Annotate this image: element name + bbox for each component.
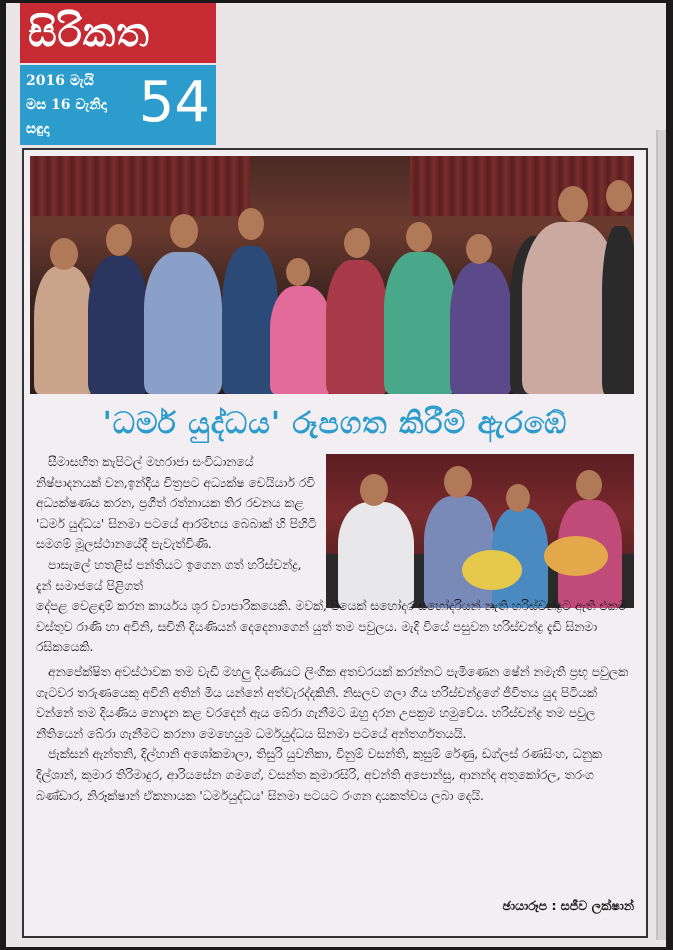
photo-person (450, 262, 512, 394)
article-paragraph: පාසැලේ හතළිස් පන්තියට ඉගෙන ගත් හරිස්චන්ද්‍ර, දැන් සමාජයේ පිළිගත් (36, 557, 302, 593)
issue-date-year-month: 2016 මැයි (26, 73, 94, 89)
photo-person (326, 260, 388, 394)
photo-credit: ඡායාරූප : සජීව ලක්ෂාන් (502, 898, 634, 913)
article-paragraph: අනපේක්ෂිත අවස්ථාවක තම වැඩි මහලු දියණියට ලිංගික අතවරයක් කරන්නට පැමිණෙන ෂේන් නමැති ප්‍රභූ පවුලක ගැටවර තරුණයෙකු අවිනි අතින් මිය යන්නේ අත්වැරද්දකිනි. නිසලව ගලා ගිය හරිස්චන්ද්‍රගේ ජීවිතය යුද පිටියක් වන්නේ තම දියණිය නොදැන කළ වරදෙන් ඇය බේරා ගැනීමට ඔහු දරන උපක්‍රම හමුවේය. හරිස්චන්ද්‍ර තම පවුල නීතියෙන් බේරා ගැනීමට කරනා මෙහෙයුම ධර්මයුද්ධය සිනමා පටයේ අන්තර්ගතයයි. (36, 664, 629, 741)
page-edge (656, 130, 666, 940)
photo-person-head (170, 214, 198, 248)
article-paragraph: සීමාසහිත කැපිටල් මහරාජා සංවිධානයේ නිෂ්පාදනයක් වන,ඉන්දීය චිත්‍රපට අධ්‍යක්ෂ චෙයියාර් රවි අධ්‍යක්ෂණය කරන, ප්‍රගීත් රත්නායක තිර රචනය කළ 'ධර්ම යුද්ධය' සිනමා පටයේ ආරම්භය බෙබාක් හි පිහිටි සමගම් මූලස්ථානයේදී පැවැත්විණි. (36, 455, 317, 552)
article-paragraph: ජැක්සන් ඇන්තනි, දිල්හානි අශෝකමාලා, තිසුරි යුවනිකා, විනුම් වසන්ති, කුසුම් රේණු, ඩග්ලස් රණසිංහ, ධනුක දිල්ශාන්, කුමාර තිරිමාදුර, ආරියසේන ගමගේ, වසන්ත කුමාරසිරි, අවන්ති අපොන්සු, ආනන්ද අතුකෝරල, තරංග බණ්ඩාර, නිරූක්ෂාන් ඒකනායක 'ධර්මයුද්ධය' සිනමා පටයට රංගන දායකත්වය ලබා දෙයි. (36, 747, 602, 803)
issue-info (20, 65, 216, 145)
photo-person-head (466, 234, 492, 264)
issue-date-day: මස 16 වැනිදා (26, 97, 107, 113)
photo-person-head (558, 186, 588, 222)
article-headline: 'ධර්ම යුද්ධය' රූපගත කිරීම් ඇරඹේ (102, 406, 568, 441)
issue-weekday: සඳුදා (26, 121, 50, 137)
photo-person (88, 256, 148, 394)
publication-title: සිරිකත (20, 3, 216, 63)
article (22, 148, 648, 938)
photo-person (384, 252, 456, 394)
photo-person-head (286, 258, 310, 286)
article-paragraph: දේපළ වෙළඳාම් කරන කාර්යය ශූර ව්‍යාපාරිකයෙකි. මවක්, පියෙක් සහෝදර සහෝදරියන් නැති හරිස්චන්ද්‍රට ඇති එකම වස්තුව රාණි හා අවිනි, සචිනි දියණියන් දෙදෙනාගෙන් යුත් තම පවුලය. මැදි වියේ පසුවන හරිස්චන්ද්‍ර දැඩි සිනමා රසිකයෙකි. (36, 599, 627, 655)
photo-person (144, 252, 222, 394)
photo-person-head (238, 208, 264, 240)
article-body (36, 452, 636, 806)
photo-person (34, 266, 94, 394)
photo-person (270, 286, 332, 394)
masthead (20, 3, 216, 145)
photo-curtain-right (410, 156, 634, 216)
photo-person-head (606, 180, 632, 212)
photo-person-head (50, 238, 78, 270)
photo-person-head (406, 222, 432, 252)
page-number: 54 (138, 70, 210, 135)
group-photo (30, 156, 634, 394)
photo-person (602, 226, 634, 394)
photo-person-head (106, 224, 132, 256)
article-column-narrow (36, 452, 320, 596)
photo-curtain-left (30, 156, 250, 216)
photo-person-head (344, 228, 370, 258)
